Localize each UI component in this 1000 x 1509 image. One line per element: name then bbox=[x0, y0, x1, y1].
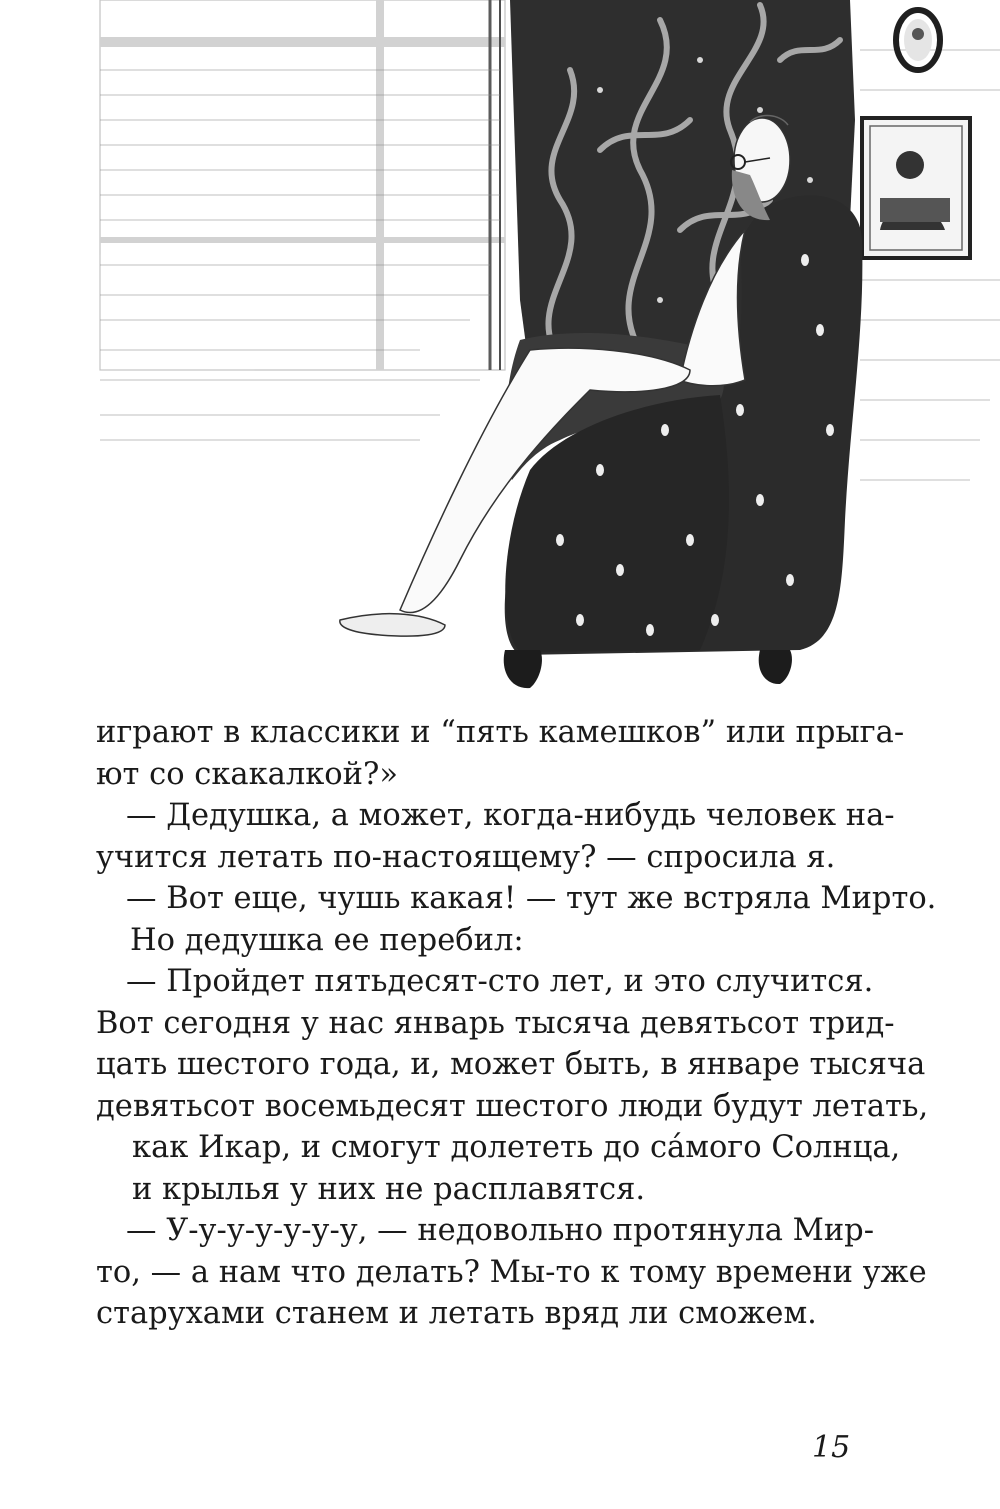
text-line: и крылья у них не расплавятся. bbox=[132, 1171, 646, 1207]
text-line: — У-у-у-у-у-у-у, — недовольно протянула Мир- bbox=[126, 1213, 874, 1248]
text-line: ют со скакалкой?» bbox=[96, 756, 398, 792]
text-line: — Пройдет пятьдесят-сто лет, и это случится. bbox=[126, 964, 874, 999]
oval-portrait bbox=[896, 10, 940, 70]
text-line: Вот сегодня у нас январь тысяча девятьсот трид- bbox=[96, 1005, 895, 1041]
text-line: Но дедушка ее перебил: bbox=[130, 922, 524, 958]
text-line: учится летать по-настоящему? — спросила я. bbox=[96, 839, 836, 875]
text-line: цать шестого года, и, может быть, в январе тысяча bbox=[96, 1047, 926, 1082]
story-text bbox=[96, 712, 937, 1335]
framed-portrait bbox=[862, 118, 970, 258]
text-line: старухами станем и летать вряд ли сможем. bbox=[96, 1296, 817, 1331]
window-panes bbox=[100, 0, 505, 370]
text-line: девятьсот восемьдесят шестого люди будут летать, bbox=[96, 1088, 929, 1124]
text-line: играют в классики и “пять камешков” или прыга- bbox=[96, 715, 905, 750]
text-line: то, — а нам что делать? Мы-то к тому времени уже bbox=[96, 1254, 927, 1290]
page-number: 15 bbox=[812, 1430, 851, 1465]
text-line: как Икар, и смогут долететь до са́мого Солнца, bbox=[132, 1130, 901, 1165]
text-line: — Дедушка, а может, когда-нибудь человек на- bbox=[126, 798, 895, 833]
text-line: — Вот еще, чушь какая! — тут же встряла Мирто. bbox=[126, 881, 937, 916]
illustration-grandfather-armchair bbox=[0, 0, 1000, 700]
